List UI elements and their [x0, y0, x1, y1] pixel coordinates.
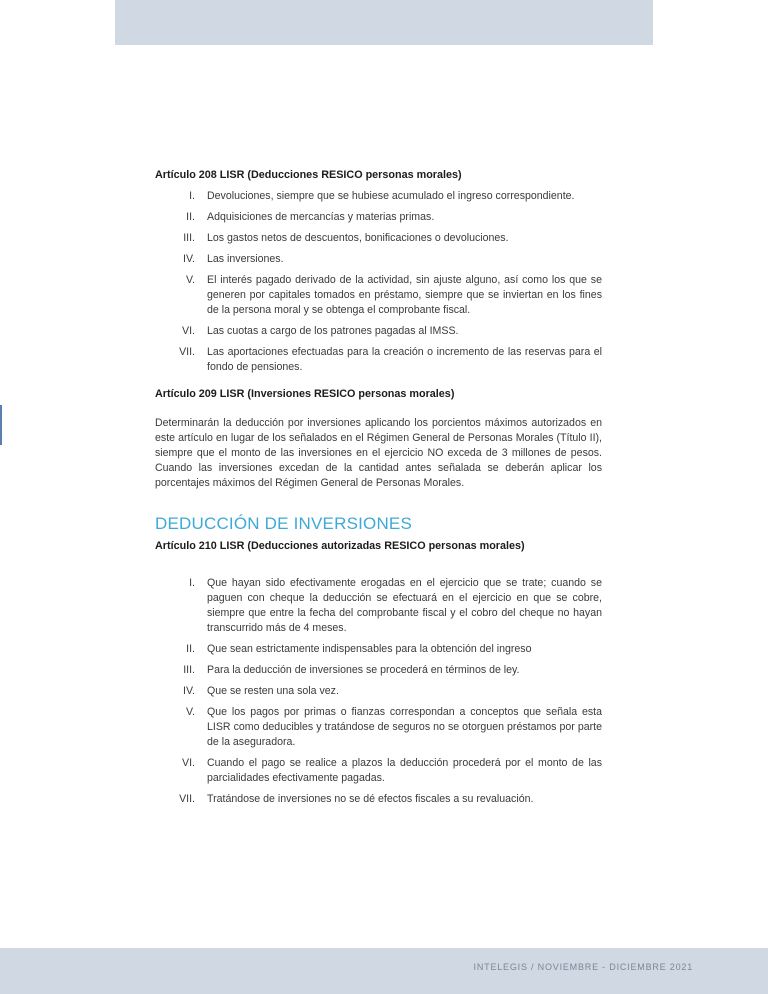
- section-title: DEDUCCIÓN DE INVERSIONES: [155, 514, 413, 533]
- list-item: [155, 273, 602, 318]
- list-item: [155, 663, 602, 678]
- header-band: [115, 0, 653, 45]
- list-item: [155, 324, 602, 339]
- item-text: Que los pagos por primas o fianzas correspondan a conceptos que señala esta LISR como deducibles y tratándose de seguros no se otorguen préstamos por parte de la aseguradora.: [207, 706, 602, 748]
- item-number: VII.: [179, 793, 195, 805]
- item-text: Que se resten una sola vez.: [207, 685, 339, 697]
- list-item: [155, 576, 602, 636]
- item-number: IV.: [183, 253, 195, 265]
- item-number: VII.: [179, 346, 195, 358]
- item-number: II.: [186, 643, 195, 655]
- footer-band: [0, 948, 768, 994]
- item-number: I.: [189, 577, 195, 589]
- item-number: II.: [186, 211, 195, 223]
- article-209-heading: Artículo 209 LISR (Inversiones RESICO personas morales): [155, 388, 455, 400]
- item-number: III.: [183, 664, 195, 676]
- item-text: Que hayan sido efectivamente erogadas en el ejercicio que se trate; cuando se paguen con cheque la deducción se efectuará en el ejercicio en que se cobre, siempre que entre la fecha del comprobante fiscal y el cobro del cheque no hayan transcurrido más de 4 meses.: [207, 577, 602, 634]
- item-text: El interés pagado derivado de la actividad, sin ajuste alguno, así como los que se generen por capitales tomados en préstamo, siempre que se inviertan en los fines de la persona moral y se obtenga el comprobante fiscal.: [207, 274, 602, 316]
- item-text: Las cuotas a cargo de los patrones pagadas al IMSS.: [207, 325, 459, 337]
- list-item: [155, 705, 602, 750]
- item-text: Los gastos netos de descuentos, bonificaciones o devoluciones.: [207, 232, 509, 244]
- list-item: [155, 231, 602, 246]
- list-item: [155, 756, 602, 786]
- list-item: [155, 252, 602, 267]
- page-content: [155, 168, 602, 813]
- item-number: VI.: [182, 325, 195, 337]
- list-item: [155, 345, 602, 375]
- article-208-list: [155, 189, 602, 375]
- list-item: [155, 642, 602, 657]
- item-number: V.: [185, 706, 195, 718]
- side-marker: [0, 405, 2, 445]
- item-text: Adquisiciones de mercancías y materias primas.: [207, 211, 435, 223]
- list-item: [155, 210, 602, 225]
- item-number: V.: [185, 274, 195, 286]
- list-item: [155, 189, 602, 204]
- item-text: Las aportaciones efectuadas para la creación o incremento de las reservas para el fondo de pensiones.: [207, 346, 602, 373]
- item-number: IV.: [183, 685, 195, 697]
- item-text: Que sean estrictamente indispensables para la obtención del ingreso: [207, 643, 532, 655]
- footer-text: INTELEGIS / NOVIEMBRE - DICIEMBRE 2021: [473, 962, 693, 972]
- article-210-list: [155, 576, 602, 807]
- item-text: Para la deducción de inversiones se procederá en términos de ley.: [207, 664, 520, 676]
- article-209-paragraph: Determinarán la deducción por inversiones aplicando los porcientos máximos autorizados en este artículo en lugar de los señalados en el Régimen General de Personas Morales (Título II), siempre que el monto de las inversiones en el ejercicio NO exceda de 3 millones de pesos. Cuando las inversiones excedan de la cantidad antes señalada se deberán aplicar los porcentajes máximos del Régimen General de Personas Morales.: [155, 417, 602, 489]
- article-210-heading: Artículo 210 LISR (Deducciones autorizadas RESICO personas morales): [155, 540, 525, 552]
- item-text: Cuando el pago se realice a plazos la deducción procederá por el monto de las parcialidades efectivamente pagadas.: [207, 757, 602, 784]
- list-item: [155, 792, 602, 807]
- item-text: Devoluciones, siempre que se hubiese acumulado el ingreso correspondiente.: [207, 190, 575, 202]
- item-number: III.: [183, 232, 195, 244]
- item-text: Tratándose de inversiones no se dé efectos fiscales a su revaluación.: [207, 793, 534, 805]
- list-item: [155, 684, 602, 699]
- item-number: I.: [189, 190, 195, 202]
- article-208-heading: Artículo 208 LISR (Deducciones RESICO personas morales): [155, 169, 462, 181]
- item-text: Las inversiones.: [207, 253, 284, 265]
- item-number: VI.: [182, 757, 195, 769]
